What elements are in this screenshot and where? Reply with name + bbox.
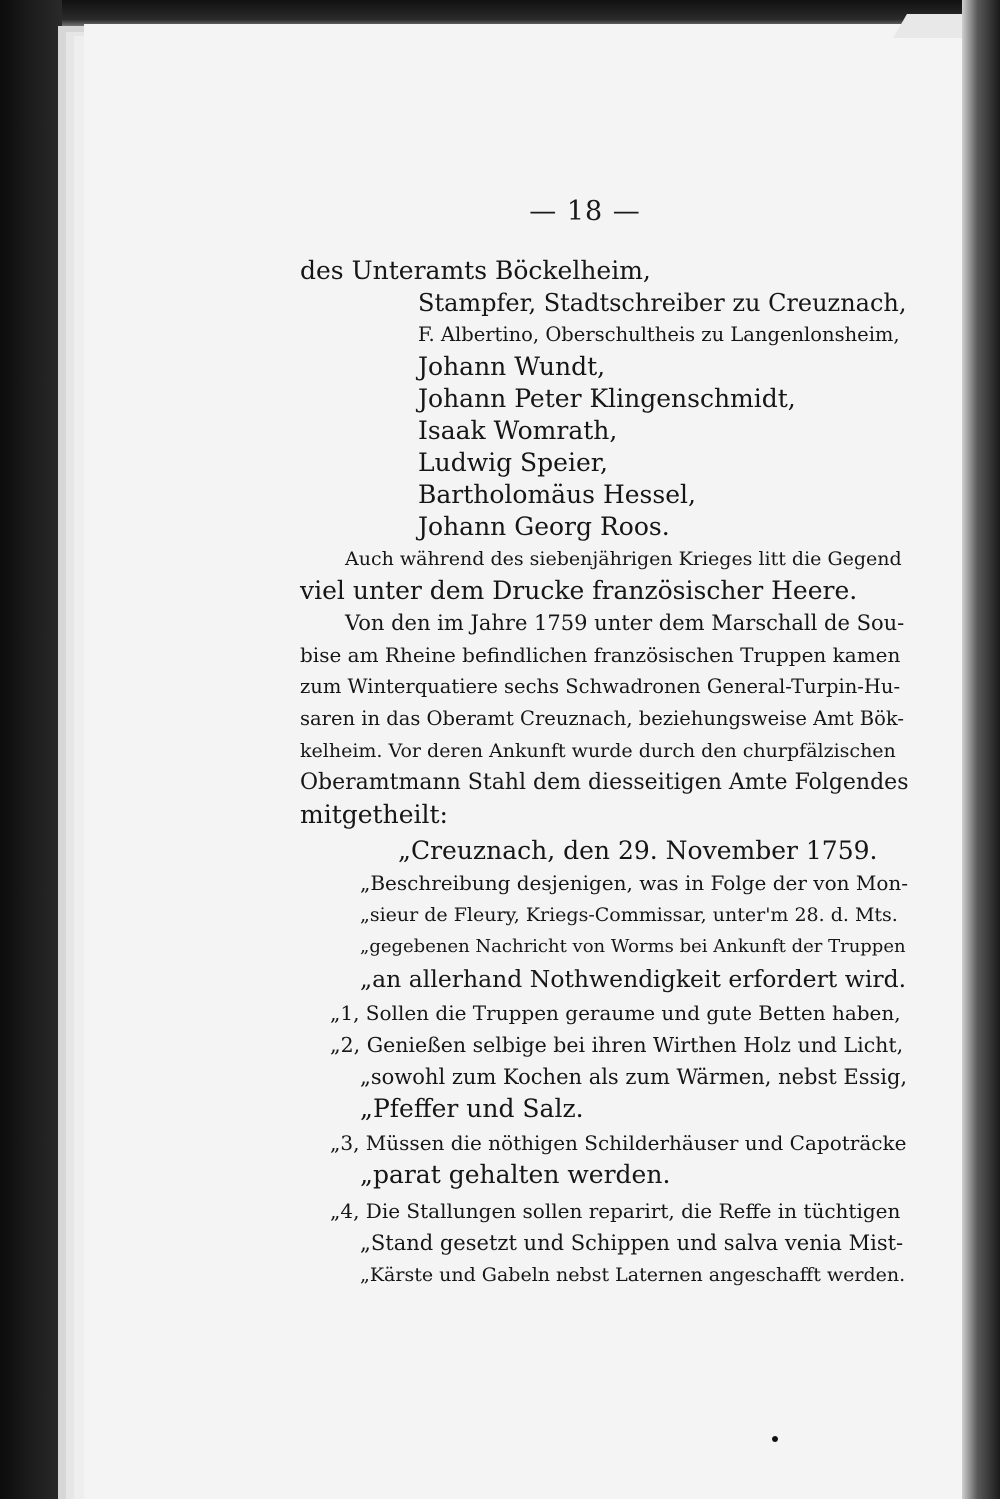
- text-line: Johann Wundt,: [418, 352, 606, 381]
- text-line: Johann Peter Klingenschmidt,: [418, 384, 796, 413]
- ink-spot: [772, 1436, 778, 1442]
- text-line: „sieur de Fleury, Kriegs-Commissar, unter'm 28. d. Mts.: [360, 904, 898, 926]
- text-line: Oberamtmann Stahl dem diesseitigen Amte Folgendes: [300, 770, 909, 795]
- text-line: Auch während des siebenjährigen Krieges litt die Gegend: [345, 548, 902, 570]
- page-number: — 18 —: [529, 196, 641, 227]
- text-line: „sowohl zum Kochen als zum Wärmen, nebst Essig,: [360, 1065, 908, 1089]
- text-line: „2, Genießen selbige bei ihren Wirthen Holz und Licht,: [330, 1033, 904, 1057]
- text-line: Stampfer, Stadtschreiber zu Creuznach,: [418, 289, 907, 317]
- text-line: „Beschreibung desjenigen, was in Folge der von Mon-: [360, 871, 909, 895]
- text-line: „an allerhand Nothwendigkeit erfordert wird.: [360, 965, 907, 993]
- text-line: mitgetheilt:: [300, 800, 448, 829]
- text-line: „gegebenen Nachricht von Worms bei Ankunft der Truppen: [360, 936, 906, 957]
- text-line: „Kärste und Gabeln nebst Laternen angeschafft werden.: [360, 1264, 906, 1286]
- text-line: bise am Rheine befindlichen französischen Truppen kamen: [300, 643, 901, 667]
- text-line: Ludwig Speier,: [418, 448, 608, 477]
- text-line: Bartholomäus Hessel,: [418, 480, 696, 509]
- text-line: „Pfeffer und Salz.: [360, 1094, 584, 1123]
- text-line: „Stand gesetzt und Schippen und salva venia Mist-: [360, 1231, 904, 1255]
- text-line: saren in das Oberamt Creuznach, beziehungsweise Amt Bök-: [300, 707, 904, 730]
- text-line: Von den im Jahre 1759 unter dem Marschall de Sou-: [345, 611, 905, 635]
- text-line: Isaak Womrath,: [418, 416, 618, 445]
- text-line: „1, Sollen die Truppen geraume und gute Betten haben,: [330, 1001, 901, 1025]
- text-line: viel unter dem Drucke französischer Heere.: [300, 576, 858, 605]
- text-line: „3, Müssen die nöthigen Schilderhäuser und Capoträcke: [330, 1131, 907, 1155]
- text-line: „parat gehalten werden.: [360, 1160, 671, 1189]
- text-line: Johann Georg Roos.: [418, 512, 670, 541]
- text-line: „4, Die Stallungen sollen reparirt, die Reffe in tüchtigen: [330, 1199, 901, 1223]
- text-line: F. Albertino, Oberschultheis zu Langenlonsheim,: [418, 323, 900, 346]
- text-line: „Creuznach, den 29. November 1759.: [398, 836, 878, 865]
- text-line: kelheim. Vor deren Ankunft wurde durch den churpfälzischen: [300, 740, 896, 762]
- text-line: zum Winterquatiere sechs Schwadronen General-Turpin-Hu-: [300, 675, 901, 698]
- text-line: des Unteramts Böckelheim,: [300, 256, 651, 285]
